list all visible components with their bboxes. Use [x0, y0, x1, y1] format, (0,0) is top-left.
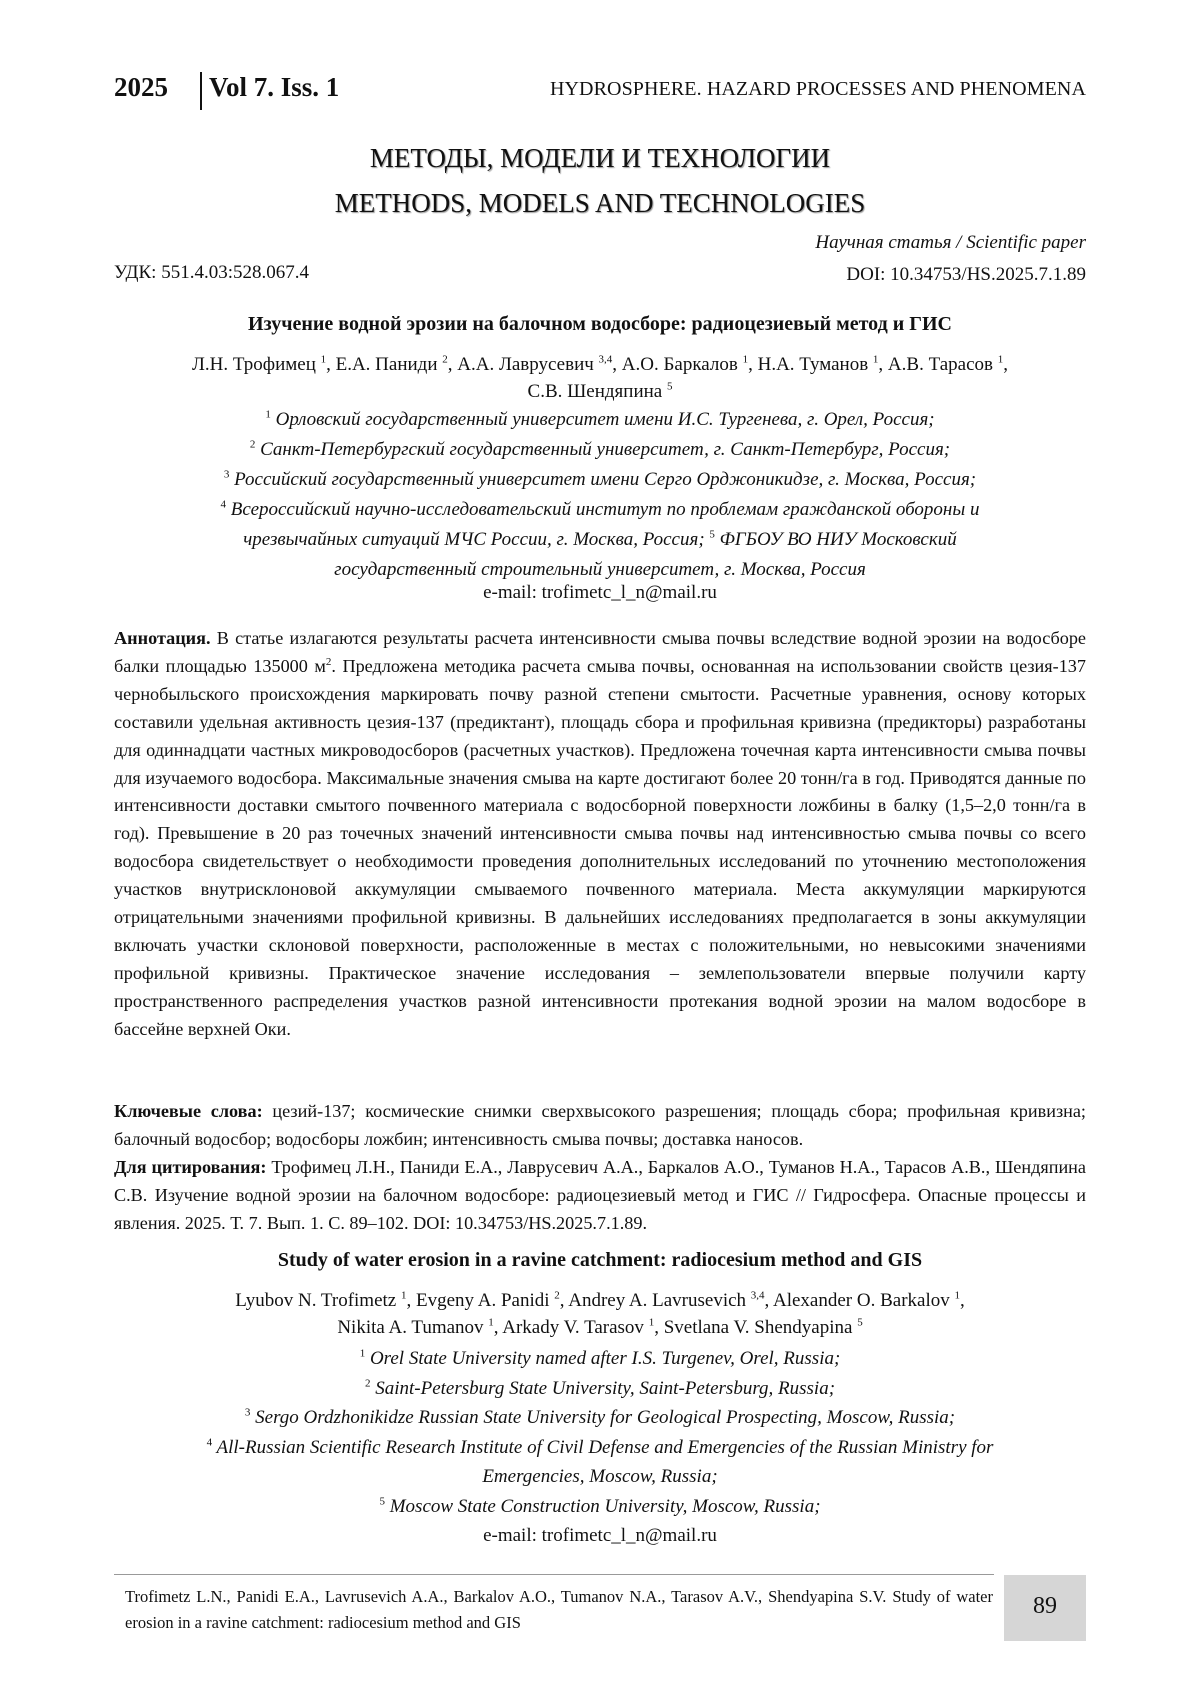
author-affiliation-index: 1 — [400, 1289, 407, 1302]
author-affiliation-index: 1 — [997, 353, 1004, 366]
author-name: А.А. Лаврусевич $^{3,4}$ — [457, 353, 613, 375]
abstract-ru: Аннотация. В статье излагаются результаты расчета интенсивности смыва почвы вследствие водной эрозии на водосборе балки площадью 135000 $м^2$. Предложена методика расчета смыва почвы, основанная на использовании свойств цезия-137 чернобыльского происхождения маркировать почву разной степени смытости. Расчетные уравнения, основу которых составили удельная активность цезия-137 (предиктант), площадь сбора и профильная кривизна (предикторы) разработаны для одиннадцати частных микроводосборов (расчетных участков). Предложена точечная карта интенсивности смыва почвы для изучаемого водосбора. Максимальные значения смыва на карте достигают более 20 тонн/га в год. Приводятся данные по интенсивности доставки смытого почвенного материала с водосборной поверхности ложбины в балку (1,5–2,0 тонн/га в год). Превышение в 20 раз точечных значений интенсивности смыва почвы над интенсивностью смыва почвы со всего водосбора свидетельствует о необходимости проведения дополнительных исследований по уточнению местоположения участков внутрисклоновой аккумуляции смываемого почвенного материала. Места аккумуляции маркируются отрицательными значениями профильной кривизны. В дальнейших исследованиях предполагается в зоны аккумуляции включать участки склоновой поверхности, расположенные в местах с положительными, но невысокими значениями профильной кривизны. Практическое значение исследования – землепользователи впервые получили карту пространственного распределения участков разной интенсивности протекания водной эрозии на малом водосборе в бассейне верхней Оки. — [114, 628, 1087, 1039]
affiliations-en — [114, 1344, 1086, 1521]
author-affiliation-index: 1 — [742, 353, 749, 366]
affiliation-ru-5: государственный строительный университет, г. Москва, Россия — [334, 559, 866, 580]
author-name: Svetlana V. Shendyapina $^5$ — [663, 1316, 863, 1338]
authors-ru-line-1: Л.Н. Трофимец $^1$, Е.А. Паниди $^2$, А.А. Лаврусевич $^{3,4}$, А.О. Баркалов $^1$, Н.А. Туманов $^1$, А.В. Тарасов $^1$, — [192, 353, 1008, 375]
affiliation-ru-1: $^1$ Орловский государственный университет имени И.С. Тургенева, г. Орел, Россия; — [265, 408, 935, 430]
author-name: Alexander O. Barkalov $^1$ — [772, 1289, 960, 1311]
affiliation-en-3: $^3$ Sergo Ordzhonikidze Russian State University for Geological Prospecting, Moscow, Russia; — [244, 1406, 956, 1428]
author-name: С.В. Шендяпина $^5$ — [527, 380, 673, 402]
author-affiliation-index: 2 — [442, 353, 448, 366]
author-affiliation-index: 1 — [954, 1289, 960, 1302]
footer-rule — [114, 1574, 994, 1575]
affiliation-en-1: $^1$ Orel State University named after I.S. Turgenev, Orel, Russia; — [359, 1347, 841, 1369]
author-affiliation-index: 5 — [666, 380, 673, 393]
affiliation-en-4: $^4$ All-Russian Scientific Research Institute of Civil Defense and Emergencies of the Russian Ministry for — [206, 1436, 994, 1458]
affiliation-ru-3: $^3$ Российский государственный университет имени Серго Орджоникидзе, г. Москва, Россия; — [223, 468, 977, 490]
authors-ru-line-2 — [114, 378, 1086, 405]
author-name: Н.А. Туманов $^1$ — [757, 353, 879, 375]
paper-type: Научная статья / Scientific paper — [815, 232, 1086, 253]
author-name: Л.Н. Трофимец $^1$ — [192, 353, 327, 375]
affiliation-ru-4-5: чрезвычайных ситуаций МЧС России, г. Москва, Россия; $^5$ ФГБОУ ВО НИУ Московский — [243, 528, 957, 550]
author-name: Andrey A. Lavrusevich $^{3,4}$ — [568, 1289, 765, 1311]
author-affiliation-index: 1 — [320, 353, 327, 366]
affiliation-en-2: $^2$ Saint-Petersburg State University, Saint-Petersburg, Russia; — [364, 1377, 836, 1399]
email-en[interactable]: e-mail: trofimetc_l_n@mail.ru — [483, 1525, 717, 1546]
keywords-ru: Ключевые слова: цезий-137; космические снимки сверхвысокого разрешения; площадь сбора; профильная кривизна; балочный водосбор; водосборы ложбин; интенсивность смыва почвы; доставка наносов. — [114, 1101, 1086, 1149]
author-name: Evgeny A. Panidi $^2$ — [415, 1289, 560, 1311]
authors-en-line-2: Nikita A. Tumanov $^1$, Arkady V. Tarasov $^1$, Svetlana V. Shendyapina $^5$ — [337, 1316, 863, 1338]
affiliation-en-4b: Emergencies, Moscow, Russia; — [482, 1466, 718, 1487]
author-name: Е.А. Паниди $^2$ — [335, 353, 448, 375]
page-header — [114, 72, 1086, 112]
header-divider — [200, 72, 202, 110]
header-volume: Vol 7. Iss. 1 — [209, 72, 340, 102]
page-number-box — [1004, 1575, 1086, 1641]
affiliation-en-5: $^5$ Moscow State Construction University, Moscow, Russia; — [379, 1495, 821, 1517]
footer-citation: Trofimetz L.N., Panidi E.A., Lavrusevich A.A., Barkalov A.O., Tumanov N.A., Tarasov A.V., Shendyapina S.V. Study of water erosion in a ravine catchment: radiocesium method and GIS — [125, 1587, 993, 1632]
page-number: 89 — [1033, 1593, 1057, 1619]
keywords-label: Ключевые слова: — [114, 1101, 263, 1121]
author-affiliation-index: 3,4 — [750, 1289, 765, 1302]
abstract-label: Аннотация. — [114, 628, 211, 648]
author-affiliation-index: 3,4 — [598, 353, 613, 366]
header-journal-name: HYDROSPHERE. HAZARD PROCESSES AND PHENOMENA — [549, 78, 1086, 100]
author-name: А.О. Баркалов $^1$ — [621, 353, 749, 375]
affiliations-ru — [114, 405, 1086, 585]
header-year: 2025 — [114, 72, 168, 102]
author-affiliation-index: 1 — [648, 1316, 655, 1329]
author-affiliation-index: 1 — [488, 1316, 494, 1329]
article-title-ru: Изучение водной эрозии на балочном водосборе: радиоцезиевый метод и ГИС — [248, 313, 952, 335]
author-affiliation-index: 1 — [872, 353, 879, 366]
section-title-ru: МЕТОДЫ, МОДЕЛИ И ТЕХНОЛОГИИ — [369, 143, 831, 173]
authors-ru — [114, 351, 1086, 405]
author-name: Nikita A. Tumanov $^1$ — [337, 1316, 494, 1338]
author-name: Arkady V. Tarasov $^1$ — [502, 1316, 655, 1338]
author-affiliation-index: 2 — [554, 1289, 560, 1302]
author-affiliation-index: 5 — [857, 1316, 863, 1329]
udk-code: УДК: 551.4.03:528.067.4 — [114, 262, 309, 283]
email-ru[interactable]: e-mail: trofimetc_l_n@mail.ru — [483, 582, 717, 603]
author-name: А.В. Тарасов $^1$ — [887, 353, 1004, 375]
affiliation-ru-4: $^4$ Всероссийский научно-исследовательский институт по проблемам гражданской обороны и — [220, 498, 980, 520]
citation-label: Для цитирования: — [114, 1157, 267, 1177]
citation-ru: Для цитирования: Трофимец Л.Н., Паниди Е.А., Лаврусевич А.А., Баркалов А.О., Туманов Н.А., Тарасов А.В., Шендяпина С.В. Изучение водной эрозии на балочном водосборе: радиоцезиевый метод и ГИС // Гидросфера. Опасные процессы и явления. 2025. Т. 7. Вып. 1. С. 89–102. DOI: 10.34753/HS.2025.7.1.89. — [114, 1157, 1086, 1233]
section-title-en: METHODS, MODELS AND TECHNOLOGIES — [334, 188, 866, 218]
author-name: Lyubov N. Trofimetz $^1$ — [235, 1289, 407, 1311]
affiliation-ru-2: $^2$ Санкт-Петербургский государственный университет, г. Санкт-Петербург, Россия; — [249, 438, 951, 460]
article-title-en: Study of water erosion in a ravine catchment: radiocesium method and GIS — [277, 1249, 923, 1271]
doi[interactable]: DOI: 10.34753/HS.2025.7.1.89 — [846, 264, 1086, 285]
authors-en-line-1: Lyubov N. Trofimetz $^1$, Evgeny A. Panidi $^2$, Andrey A. Lavrusevich $^{3,4}$, Alexander O. Barkalov $^1$, — [235, 1289, 965, 1311]
authors-en — [114, 1287, 1086, 1341]
